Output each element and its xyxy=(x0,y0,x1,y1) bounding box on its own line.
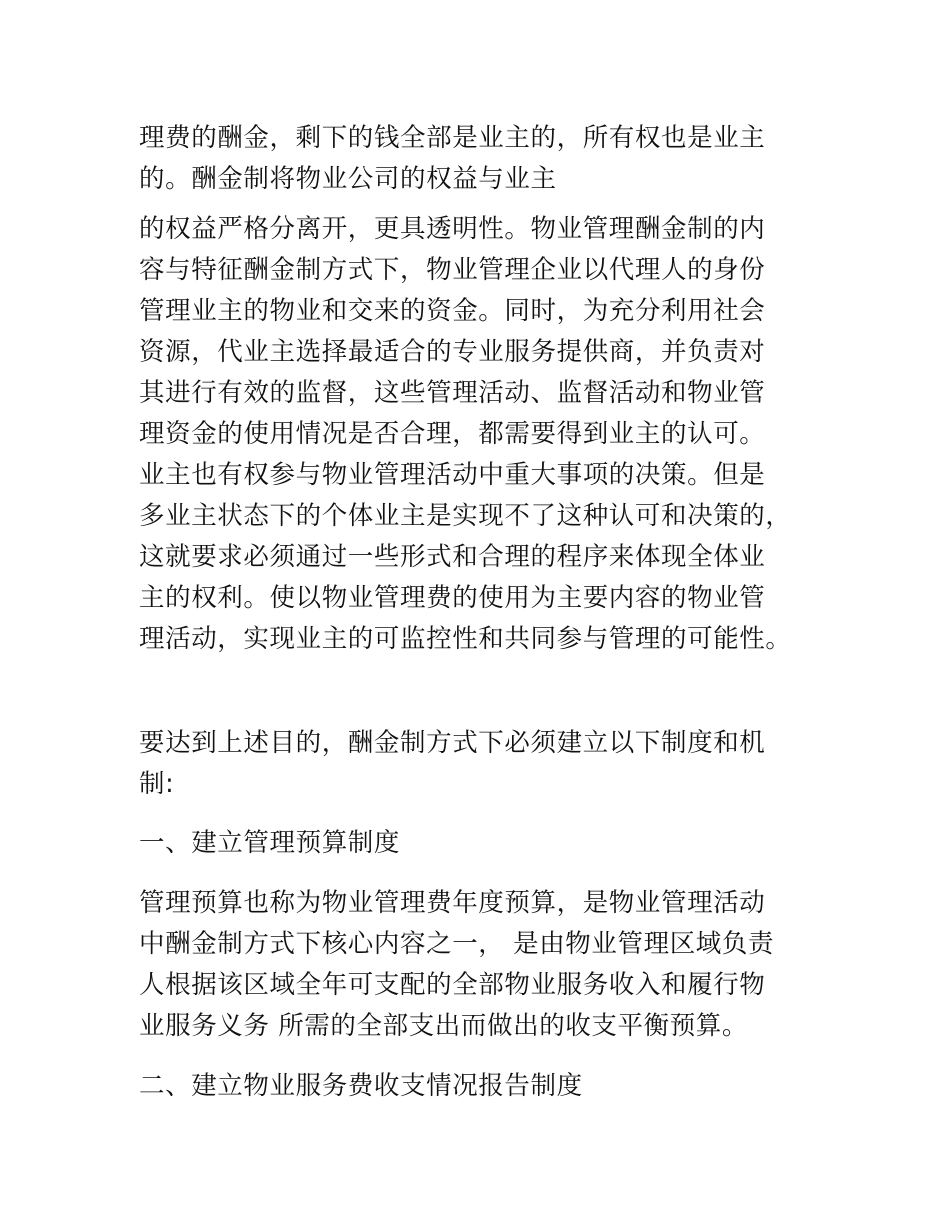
text-line: 的。酬金制将物业公司的权益与业主 xyxy=(139,164,557,194)
text-line: 多业主状态下的个体业主是实现不了这种认可和决策的， xyxy=(139,501,792,531)
text-line: 的权益严格分离开，更具透明性。物业管理酬金制的内 xyxy=(139,214,766,244)
paragraph-1 xyxy=(139,118,819,200)
text-line: 业服务义务 所需的全部支出而做出的收支平衡预算。 xyxy=(139,1011,749,1041)
text-line: 理活动，实现业主的可监控性和共同参与管理的可能性。 xyxy=(139,624,792,654)
text-line: 容与特征酬金制方式下，物业管理企业以代理人的身份 xyxy=(139,255,766,285)
text-line: 制: xyxy=(139,769,175,799)
text-line: 理费的酬金，剩下的钱全部是业主的，所有权也是业主 xyxy=(139,123,766,153)
text-line: 其进行有效的监督，这些管理活动、监督活动和物业管 xyxy=(139,378,766,408)
text-line: 业主也有权参与物业管理活动中重大事项的决策。但是 xyxy=(139,460,766,490)
text-line: 中酬金制方式下核心内容之一， 是由物业管理区域负责 xyxy=(139,929,775,959)
document-page xyxy=(139,118,819,1107)
text-line: 要达到上述目的，酬金制方式下必须建立以下制度和机 xyxy=(139,728,766,758)
paragraph-4 xyxy=(139,883,819,1047)
section-heading-report: 二、建立物业服务费收支情况报告制度 xyxy=(139,1071,583,1101)
text-line: 资源，代业主选择最适合的专业服务提供商，并负责对 xyxy=(139,337,766,367)
text-line: 管理业主的物业和交来的资金。同时，为充分利用社会 xyxy=(139,296,766,326)
paragraph-3 xyxy=(139,723,819,805)
section-heading-budget: 一、建立管理预算制度 xyxy=(139,828,401,858)
text-line: 理资金的使用情况是否合理，都需要得到业主的认可。 xyxy=(139,419,766,449)
text-line: 管理预算也称为物业管理费年度预算，是物业管理活动 xyxy=(139,888,766,918)
text-line: 主的权利。使以物业管理费的使用为主要内容的物业管 xyxy=(139,583,766,613)
paragraph-2 xyxy=(139,209,819,660)
text-line: 这就要求必须通过一些形式和合理的程序来体现全体业 xyxy=(139,542,766,572)
text-line: 人根据该区域全年可支配的全部物业服务收入和履行物 xyxy=(139,970,766,1000)
